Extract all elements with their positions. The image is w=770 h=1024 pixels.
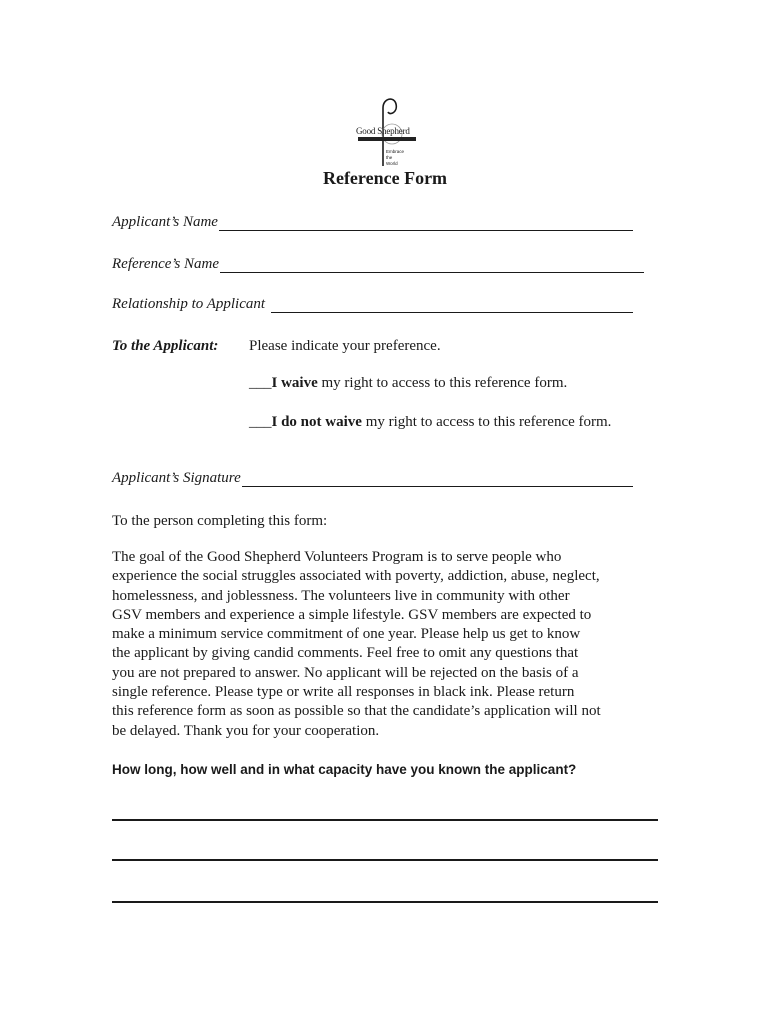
- logo-tagline: Embrace the World: [386, 149, 405, 166]
- signature-line[interactable]: [242, 472, 633, 487]
- reference-name-label: Reference’s Name: [112, 256, 220, 272]
- to-the-applicant-heading: To the Applicant:: [112, 338, 219, 354]
- waive-option[interactable]: [249, 375, 567, 392]
- relationship-label: Relationship to Applicant: [112, 296, 266, 312]
- answer-line-2[interactable]: [112, 859, 658, 861]
- not-waive-option[interactable]: [249, 414, 611, 431]
- waive-bold-text: I waive: [271, 375, 318, 391]
- applicant-name-label: Applicant’s Name: [112, 214, 218, 230]
- relationship-field[interactable]: [112, 296, 633, 313]
- good-shepherd-logo: [352, 96, 432, 172]
- answer-line-1[interactable]: [112, 819, 658, 821]
- preference-instruction: Please indicate your preference.: [249, 338, 441, 354]
- signature-label: Applicant’s Signature: [112, 470, 241, 486]
- relationship-line[interactable]: [271, 298, 633, 313]
- program-description: The goal of the Good Shepherd Volunteers Program is to serve people who experience the social struggles associated with poverty, addiction, abuse, neglect, homelessness, and joblessness. The volunteers live in community with other GSV members and experience a simple lifestyle. GSV members are expected to make a minimum service commitment of one year. Please help us get to know the applicant by giving candid comments. Feel free to omit any questions that you are not prepared to answer. No applicant will be rejected on the basis of a single reference. Please type or write all responses in black ink. Please return this reference form as soon as possible so that the candidate’s application will not be delayed. Thank you for your cooperation.: [112, 549, 601, 739]
- reference-name-line[interactable]: [220, 258, 644, 273]
- logo-name: Good Shepherd: [356, 126, 410, 136]
- not-waive-blank[interactable]: ___: [249, 414, 272, 430]
- reference-name-field[interactable]: [112, 256, 644, 273]
- intro-text: To the person completing this form:: [112, 513, 328, 529]
- form-title: Reference Form: [322, 168, 448, 188]
- not-waive-bold-text: I do not waive: [271, 414, 362, 430]
- logo-bar: [358, 137, 416, 141]
- applicant-name-line[interactable]: [219, 216, 633, 231]
- question-known-applicant: How long, how well and in what capacity have you known the applicant?: [112, 762, 577, 777]
- applicant-name-field[interactable]: [112, 214, 633, 231]
- not-waive-rest-text: my right to access to this reference form.: [361, 414, 612, 430]
- waive-blank[interactable]: ___: [249, 375, 272, 391]
- signature-field[interactable]: [112, 470, 633, 487]
- answer-line-3[interactable]: [112, 901, 658, 903]
- waive-rest-text: my right to access to this reference form.: [317, 375, 568, 391]
